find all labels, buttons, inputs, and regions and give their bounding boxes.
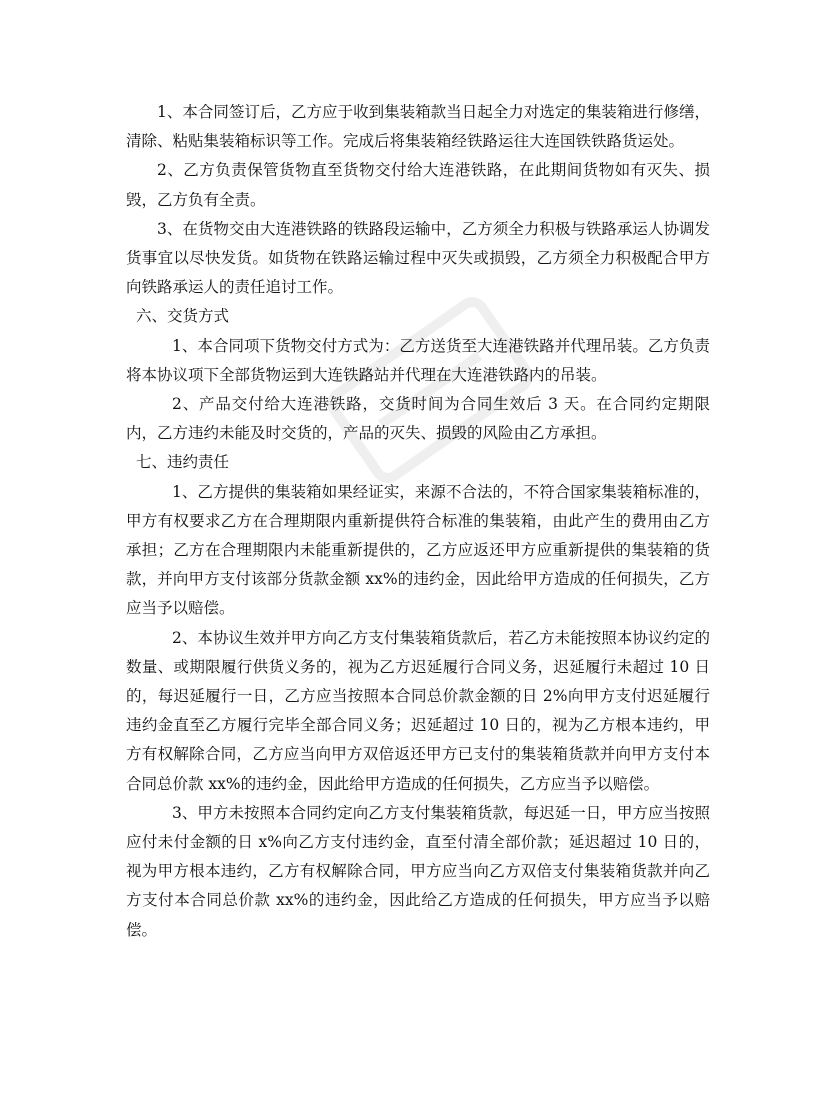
clause-6-2: 2、产品交付给大连港铁路，交货时间为合同生效后 3 天。在合同约定期限内，乙方违约未能及时交货的，产品的灭失、损毁的风险由乙方承担。 [126, 395, 710, 443]
clause-5-1: 1、本合同签订后，乙方应于收到集装箱款当日起全力对选定的集装箱进行修缮，清除、粘贴集装箱标识等工作。完成后将集装箱经铁路运往大连国铁铁路货运处。 [126, 103, 710, 151]
clause-7-2: 2、本协议生效并甲方向乙方支付集装箱货款后，若乙方未能按照本协议约定的数量、或期限履行供货义务的，视为乙方迟延履行合同义务，迟延履行未超过 10 日的，每迟延履行一日，乙方应当按照本合同总价款金额的日 2%向甲方支付迟延履行违约金直至乙方履行完毕全部合同义务；迟延超过 10 日的，视为乙方根本违约，甲方有权解除合同，乙方应当向甲方双倍返还甲方已支付的集装箱货款并向甲方支付本合同总价款 xx%的违约金，因此给甲方造成的任何损失，乙方应当予以赔偿。 [126, 628, 710, 793]
clause-5-3: 3、在货物交由大连港铁路的铁路段运输中，乙方须全力积极与铁路承运人协调发货事宜以尽快发货。如货物在铁路运输过程中灭失或损毁，乙方须全力积极配合甲方向铁路承运人的责任追讨工作。 [126, 219, 710, 297]
clause-7-3: 3、甲方未按照本合同约定向乙方支付集装箱货款，每迟延一日，甲方应当按照应付未付金额的日 x%向乙方支付违约金，直至付清全部价款；延迟超过 10 日的，视为甲方根本违约，乙方有权解除合同，甲方应当向乙方双倍支付集装箱货款并向乙方支付本合同总价款 xx%的违约金，因此给乙方造成的任何损失，甲方应当予以赔偿。 [126, 803, 710, 939]
clause-5-2: 2、乙方负责保管货物直至货物交付给大连港铁路，在此期间货物如有灭失、损毁，乙方负有全责。 [126, 161, 710, 209]
clause-6-1: 1、本合同项下货物交付方式为：乙方送货至大连港铁路并代理吊装。乙方负责将本协议项下全部货物运到大连铁路站并代理在大连港铁路内的吊装。 [126, 336, 710, 384]
section-heading-delivery: 六、交货方式 [136, 307, 230, 326]
clause-7-1: 1、乙方提供的集装箱如果经证实，来源不合法的，不符合国家集装箱标准的，甲方有权要求乙方在合理期限内重新提供符合标准的集装箱，由此产生的费用由乙方承担；乙方在合理期限内未能重新提供的，乙方应返还甲方应重新提供的集装箱的货款，并向甲方支付该部分货款金额 xx%的违约金，因此给甲方造成的任何损失，乙方应当予以赔偿。 [126, 482, 710, 618]
document-body [126, 98, 710, 945]
section-heading-liability: 七、违约责任 [136, 453, 230, 472]
